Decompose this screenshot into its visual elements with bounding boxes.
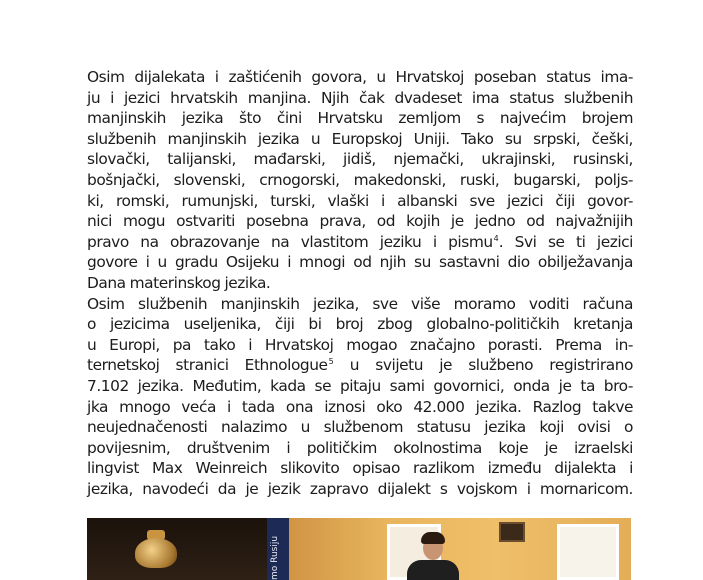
text-line: bošnjački, slovenski, crnogorski, makedonski, ruski, bugarski, poljs- <box>87 170 633 189</box>
person-body <box>407 560 459 580</box>
text-segment: . Svi se ti jezici <box>498 232 634 251</box>
text-line: manjinskih jezika što čini Hrvatsku zemljom s najvećim brojem <box>87 109 633 128</box>
text-line: Osim službenih manjinskih jezika, sve više moramo voditi računa <box>87 294 633 313</box>
text-line <box>87 355 633 376</box>
text-line: službenih manjinskih jezika u Europskoj Uniji. Tako su srpski, češki, <box>87 129 633 148</box>
book-spine-text: mo Rusiju <box>270 535 280 580</box>
text-line: govore i u gradu Osijeku i mnogi od njih su sastavni dio obilježavanja <box>87 253 633 272</box>
text-segment: pravo na obrazovanje na vlastitom jeziku i pismu <box>87 232 493 251</box>
museum-photo <box>87 518 631 580</box>
text-segment: ternetskoj stranici Ethnologue <box>87 356 328 375</box>
text-segment: u svijetu je službeno registrirano <box>333 356 633 375</box>
person-hair <box>421 532 445 544</box>
text-line: ju i jezici hrvatskih manjina. Njih čak dvadeset ima status službenih <box>87 88 633 107</box>
dark-display-area <box>87 518 267 580</box>
footnote-marker: 4 <box>493 233 499 243</box>
text-line: o jezicima useljenika, čiji bi broj zbog globalno-političkih kretanja <box>87 315 633 334</box>
picture-frame <box>499 522 525 542</box>
text-line: u Europi, pa tako i Hrvatskoj mogao značajno porasti. Prema in- <box>87 335 633 354</box>
window <box>557 524 619 580</box>
text-line: jezika, navodeći da je jezik zapravo dijalekt s vojskom i mornaricom. <box>87 479 633 498</box>
text-line: neujednačenosti nalazimo u službenom statusu jezika koji ovisi o <box>87 418 633 437</box>
text-line: 7.102 jezika. Međutim, kada se pitaju sami govornici, onda je ta bro- <box>87 376 633 395</box>
text-line: lingvist Max Weinreich slikovito opisao razlikom između dijalekta i <box>87 459 633 478</box>
body-text <box>87 67 633 499</box>
text-line: nici mogu ostvariti posebna prava, od kojih je jedno od najvažnijih <box>87 212 633 231</box>
text-line <box>87 232 633 253</box>
text-line: slovački, talijanski, mađarski, jidiš, njemački, ukrajinski, rusinski, <box>87 150 633 169</box>
footnote-marker: 5 <box>328 357 334 367</box>
text-line: povijesnim, društvenim i političkim okolnostima koje je izraelski <box>87 438 633 457</box>
text-line: ki, romski, rumunjski, turski, vlaški i albanski sve jezici čiji govor- <box>87 191 633 210</box>
vase <box>135 538 177 568</box>
text-line: Osim dijalekata i zaštićenih govora, u Hrvatskoj poseban status ima- <box>87 68 633 86</box>
text-line: jka mnogo veća i tada ona iznosi oko 42.000 jezika. Razlog takve <box>87 397 633 416</box>
text-line: Dana materinskog jezika. <box>87 273 271 292</box>
